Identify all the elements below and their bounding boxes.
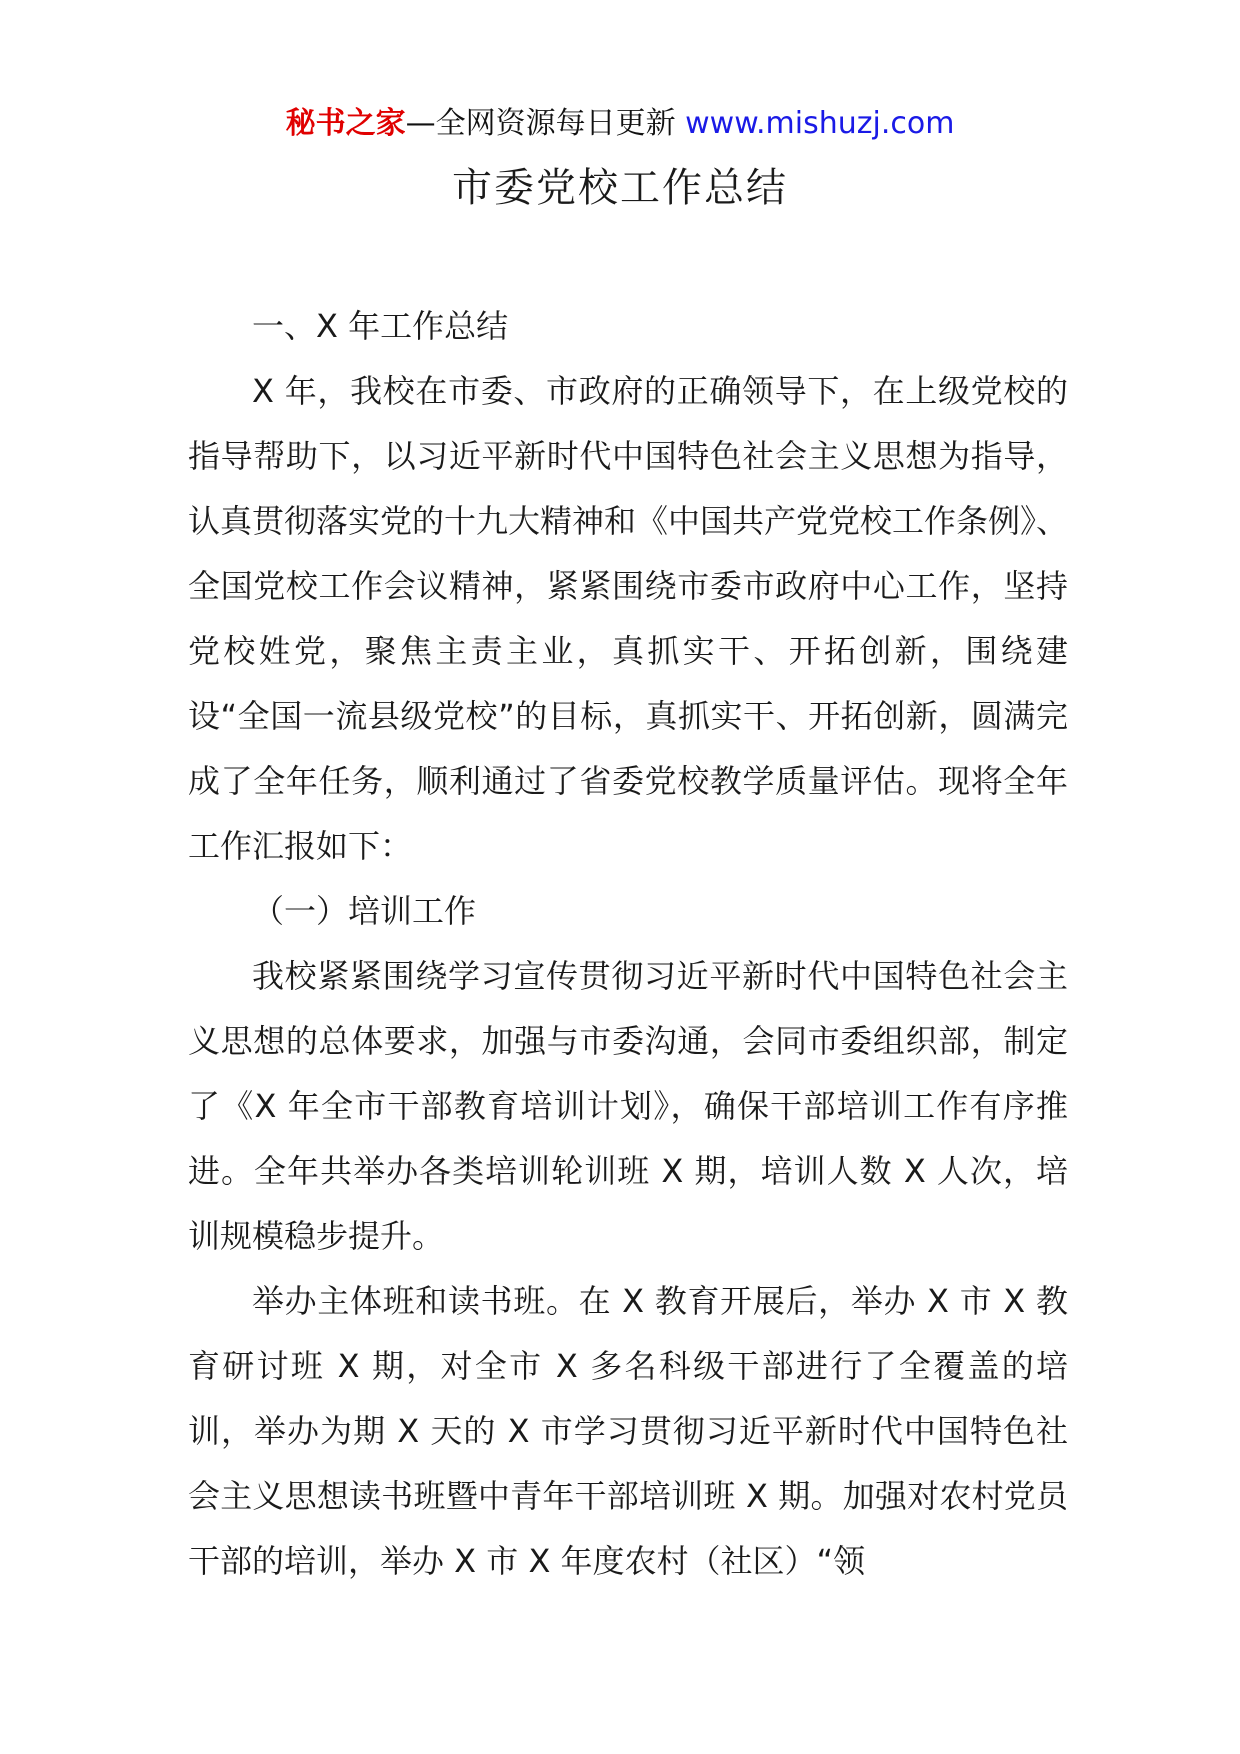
- classes-paragraph: 举办主体班和读书班。在 X 教育开展后，举办 X 市 X 教育研讨班 X 期，对全市 X 多名科级干部进行了全覆盖的培训，举办为期 X 天的 X 市学习贯彻习近平新时代中国特色社会主义思想读书班暨中青年干部培训班 X 期。加强对农村党员干部的培训，举办 X 市 X 年度农村（社区）“领: [188, 1282, 1068, 1580]
- site-url-link[interactable]: www.mishuzj.com: [685, 106, 955, 141]
- subsection-heading: （一）培训工作: [252, 892, 477, 930]
- header-tagline: —全网资源每日更新: [405, 106, 676, 141]
- training-paragraph: 我校紧紧围绕学习宣传贯彻习近平新时代中国特色社会主义思想的总体要求，加强与市委沟通，会同市委组织部，制定了《X 年全市干部教育培训计划》，确保干部培训工作有序推进。全年共举办各类培训轮训班 X 期，培训人数 X 人次，培训规模稳步提升。: [188, 957, 1068, 1255]
- site-header: [0, 104, 1240, 144]
- section-heading: 一、X 年工作总结: [252, 307, 509, 345]
- document-title: 市委党校工作总结: [452, 165, 788, 211]
- document-body: [188, 294, 1068, 1594]
- intro-paragraph: X 年，我校在市委、市政府的正确领导下，在上级党校的指导帮助下，以习近平新时代中国特色社会主义思想为指导，认真贯彻落实党的十九大精神和《中国共产党党校工作条例》、全国党校工作会议精神，紧紧围绕市委市政府中心工作，坚持党校姓党，聚焦主责主业，真抓实干、开拓创新，围绕建设“全国一流县级党校”的目标，真抓实干、开拓创新，圆满完成了全年任务，顺利通过了省委党校教学质量评估。现将全年工作汇报如下：: [188, 372, 1069, 865]
- brand-name: 秘书之家: [285, 106, 406, 141]
